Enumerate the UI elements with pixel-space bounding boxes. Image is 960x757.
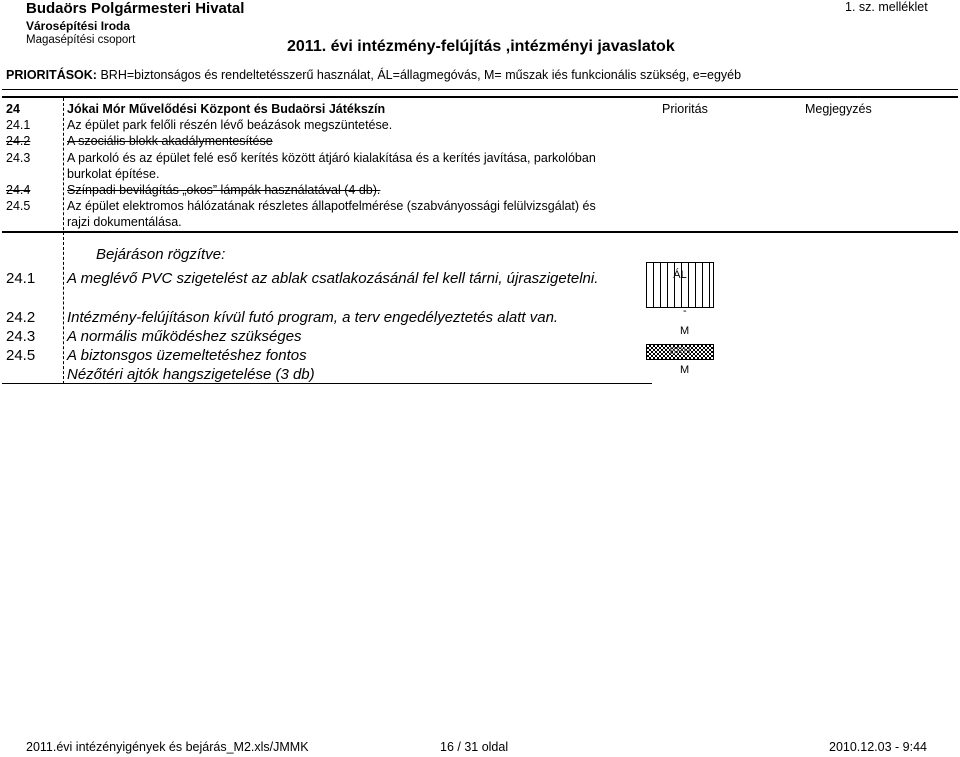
annex-label: 1. sz. melléklet: [845, 0, 928, 14]
footer-page: 16 / 31 oldal: [440, 740, 509, 754]
priority-cell-hatched: ÁL: [646, 262, 714, 308]
priority-cell: M: [680, 364, 690, 376]
row-text-struck: A szociális blokk akadálymentesítése: [67, 134, 273, 148]
divider-top: [2, 89, 958, 90]
inspection-number: 24.2: [6, 309, 36, 326]
divider-inspection-bottom: [2, 383, 652, 384]
priorities-label: PRIORITÁSOK:: [6, 68, 97, 82]
row-number: 24.1: [6, 118, 31, 132]
page-title: 2011. évi intézmény-felújítás ,intézményi javaslatok: [287, 38, 675, 55]
row-number: 24.3: [6, 151, 31, 165]
priorities-text: BRH=biztonságos és rendeltetésszerű használat, ÁL=állagmegóvás, M= műszak iés funkcionális szükség, e=egyéb: [96, 68, 742, 82]
inspection-text: A normális működéshez szükséges: [67, 328, 302, 345]
divider-table-bottom: [2, 231, 958, 233]
priorities-legend: [6, 68, 741, 82]
row-text-struck: Színpadi bevilágítás „okos” lámpák használatával (4 db).: [67, 183, 381, 197]
inspection-number: 24.3: [6, 328, 36, 345]
row-text-continuation: burkolat építése.: [67, 167, 160, 181]
inspection-text: A meglévő PVC szigetelést az ablak csatlakozásánál fel kell tárni, újraszigetelni.: [67, 270, 599, 287]
column-header-notes: Megjegyzés: [805, 102, 872, 116]
inspection-text: Intézmény-felújításon kívül futó program, a terv engedélyeztetés alatt van.: [67, 309, 559, 326]
inspection-number: 24.5: [6, 347, 36, 364]
section-title: Jókai Mór Művelődési Központ és Budaörsi Játékszín: [67, 102, 386, 116]
inspection-heading: Bejáráson rögzítve:: [96, 246, 226, 263]
office-name: Városépítési Iroda: [26, 19, 131, 33]
org-name: Budaörs Polgármesteri Hivatal: [26, 0, 245, 17]
row-text-continuation: rajzi dokumentálása.: [67, 215, 182, 229]
row-text: Az épület elektromos hálózatának részletes állapotfelmérése (szabványossági felülvizsgálat) és: [67, 199, 596, 213]
column-separator: [63, 98, 64, 384]
group-name: Magasépítési csoport: [26, 34, 136, 46]
row-text: A parkoló és az épület felé eső kerítés között átjáró kialakítása és a kerítés javítása, parkolóban: [67, 151, 596, 165]
inspection-text: A biztonsgos üzemeltetéshez fontos: [67, 347, 307, 364]
priority-cell: M: [680, 325, 690, 337]
section-number: 24: [6, 102, 20, 116]
inspection-text: Nézőtéri ajtók hangszigetelése (3 db): [67, 366, 315, 383]
row-number: 24.2: [6, 134, 31, 148]
footer-file: 2011.évi intézényigények és bejárás_M2.xls/JMMK: [26, 740, 309, 754]
footer-timestamp: 2010.12.03 - 9:44: [829, 740, 927, 754]
priority-cell: -: [683, 305, 687, 317]
priority-cell-checkered: BRH: [646, 344, 714, 360]
divider-table-top: [2, 96, 958, 98]
row-number: 24.4: [6, 183, 31, 197]
row-text: Az épület park felőli részén lévő beázások megszüntetése.: [67, 118, 393, 132]
column-header-priority: Prioritás: [662, 102, 708, 116]
inspection-number: 24.1: [6, 270, 36, 287]
row-number: 24.5: [6, 199, 31, 213]
